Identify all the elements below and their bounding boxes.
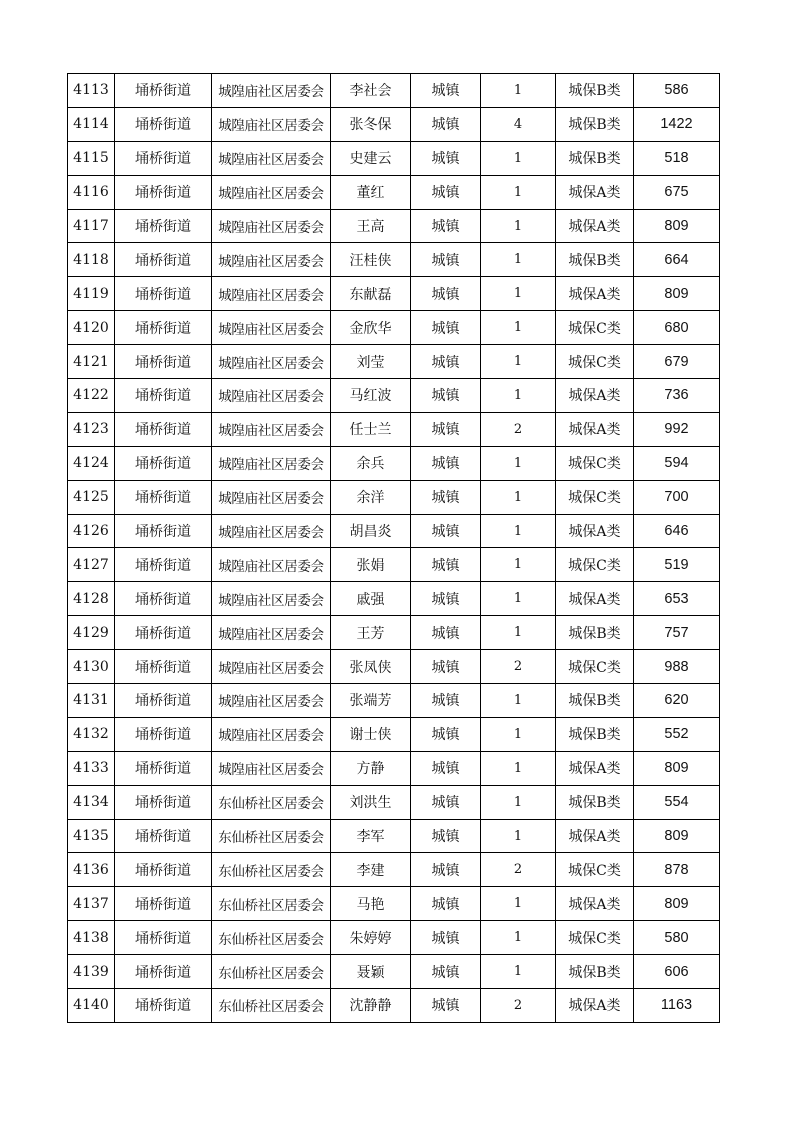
- cell-street: 埇桥街道: [115, 141, 212, 175]
- cell-street: 埇桥街道: [115, 819, 212, 853]
- table-row: [68, 379, 720, 413]
- cell-member-count: 1: [481, 819, 556, 853]
- table-row: [68, 887, 720, 921]
- cell-community: 东仙桥社区居委会: [212, 887, 331, 921]
- cell-community: 城隍庙社区居委会: [212, 582, 331, 616]
- cell-id: 4130: [68, 650, 115, 684]
- cell-name: 胡昌炎: [331, 514, 411, 548]
- cell-member-count: 2: [481, 853, 556, 887]
- cell-id: 4134: [68, 785, 115, 819]
- cell-community: 城隍庙社区居委会: [212, 548, 331, 582]
- table-row: [68, 751, 720, 785]
- cell-category: 城保C类: [556, 311, 634, 345]
- table-row: [68, 514, 720, 548]
- cell-community: 东仙桥社区居委会: [212, 785, 331, 819]
- cell-name: 沈静静: [331, 989, 411, 1023]
- cell-id: 4114: [68, 107, 115, 141]
- table-row: [68, 277, 720, 311]
- cell-community: 城隍庙社区居委会: [212, 514, 331, 548]
- cell-category: 城保A类: [556, 582, 634, 616]
- cell-amount: 518: [634, 141, 720, 175]
- cell-community: 城隍庙社区居委会: [212, 616, 331, 650]
- cell-member-count: 1: [481, 785, 556, 819]
- cell-street: 埇桥街道: [115, 379, 212, 413]
- cell-household-type: 城镇: [411, 887, 481, 921]
- table-row: [68, 684, 720, 718]
- cell-amount: 809: [634, 819, 720, 853]
- cell-street: 埇桥街道: [115, 243, 212, 277]
- cell-household-type: 城镇: [411, 684, 481, 718]
- cell-id: 4113: [68, 74, 115, 108]
- cell-id: 4121: [68, 345, 115, 379]
- cell-category: 城保C类: [556, 853, 634, 887]
- cell-member-count: 1: [481, 209, 556, 243]
- table-row: [68, 616, 720, 650]
- cell-community: 城隍庙社区居委会: [212, 446, 331, 480]
- cell-street: 埇桥街道: [115, 107, 212, 141]
- cell-community: 城隍庙社区居委会: [212, 480, 331, 514]
- cell-community: 城隍庙社区居委会: [212, 107, 331, 141]
- cell-household-type: 城镇: [411, 311, 481, 345]
- cell-community: 城隍庙社区居委会: [212, 141, 331, 175]
- cell-name: 刘莹: [331, 345, 411, 379]
- cell-category: 城保B类: [556, 717, 634, 751]
- cell-category: 城保C类: [556, 650, 634, 684]
- cell-amount: 1163: [634, 989, 720, 1023]
- cell-community: 城隍庙社区居委会: [212, 243, 331, 277]
- cell-name: 余洋: [331, 480, 411, 514]
- cell-id: 4129: [68, 616, 115, 650]
- cell-household-type: 城镇: [411, 175, 481, 209]
- cell-name: 余兵: [331, 446, 411, 480]
- cell-household-type: 城镇: [411, 209, 481, 243]
- cell-amount: 552: [634, 717, 720, 751]
- cell-name: 朱婷婷: [331, 921, 411, 955]
- cell-amount: 809: [634, 751, 720, 785]
- cell-id: 4137: [68, 887, 115, 921]
- cell-member-count: 1: [481, 243, 556, 277]
- table-row: [68, 412, 720, 446]
- cell-id: 4132: [68, 717, 115, 751]
- cell-street: 埇桥街道: [115, 412, 212, 446]
- cell-name: 任士兰: [331, 412, 411, 446]
- cell-name: 董红: [331, 175, 411, 209]
- cell-member-count: 2: [481, 989, 556, 1023]
- cell-id: 4140: [68, 989, 115, 1023]
- cell-amount: 519: [634, 548, 720, 582]
- cell-name: 汪桂侠: [331, 243, 411, 277]
- cell-street: 埇桥街道: [115, 616, 212, 650]
- cell-name: 刘洪生: [331, 785, 411, 819]
- cell-street: 埇桥街道: [115, 921, 212, 955]
- cell-category: 城保B类: [556, 785, 634, 819]
- cell-amount: 878: [634, 853, 720, 887]
- cell-name: 张凤侠: [331, 650, 411, 684]
- cell-community: 城隍庙社区居委会: [212, 209, 331, 243]
- cell-amount: 594: [634, 446, 720, 480]
- cell-member-count: 1: [481, 616, 556, 650]
- table-row: [68, 548, 720, 582]
- cell-id: 4125: [68, 480, 115, 514]
- cell-amount: 809: [634, 209, 720, 243]
- cell-member-count: 1: [481, 548, 556, 582]
- cell-street: 埇桥街道: [115, 277, 212, 311]
- cell-member-count: 2: [481, 412, 556, 446]
- cell-community: 城隍庙社区居委会: [212, 412, 331, 446]
- cell-id: 4138: [68, 921, 115, 955]
- cell-community: 东仙桥社区居委会: [212, 989, 331, 1023]
- cell-street: 埇桥街道: [115, 785, 212, 819]
- cell-community: 东仙桥社区居委会: [212, 921, 331, 955]
- cell-name: 马艳: [331, 887, 411, 921]
- cell-id: 4116: [68, 175, 115, 209]
- cell-category: 城保B类: [556, 107, 634, 141]
- cell-name: 李军: [331, 819, 411, 853]
- cell-amount: 580: [634, 921, 720, 955]
- cell-household-type: 城镇: [411, 548, 481, 582]
- cell-category: 城保B类: [556, 243, 634, 277]
- cell-name: 张娟: [331, 548, 411, 582]
- cell-amount: 809: [634, 887, 720, 921]
- cell-amount: 988: [634, 650, 720, 684]
- cell-amount: 664: [634, 243, 720, 277]
- table-row: [68, 853, 720, 887]
- cell-id: 4126: [68, 514, 115, 548]
- cell-community: 城隍庙社区居委会: [212, 650, 331, 684]
- cell-category: 城保C类: [556, 548, 634, 582]
- cell-member-count: 4: [481, 107, 556, 141]
- cell-amount: 554: [634, 785, 720, 819]
- cell-household-type: 城镇: [411, 785, 481, 819]
- cell-category: 城保A类: [556, 277, 634, 311]
- cell-member-count: 1: [481, 887, 556, 921]
- cell-category: 城保A类: [556, 209, 634, 243]
- cell-member-count: 1: [481, 582, 556, 616]
- cell-community: 东仙桥社区居委会: [212, 853, 331, 887]
- cell-community: 城隍庙社区居委会: [212, 311, 331, 345]
- cell-household-type: 城镇: [411, 717, 481, 751]
- cell-member-count: 1: [481, 379, 556, 413]
- cell-id: 4119: [68, 277, 115, 311]
- cell-name: 张冬保: [331, 107, 411, 141]
- cell-household-type: 城镇: [411, 751, 481, 785]
- cell-street: 埇桥街道: [115, 175, 212, 209]
- cell-community: 东仙桥社区居委会: [212, 819, 331, 853]
- cell-member-count: 1: [481, 345, 556, 379]
- cell-household-type: 城镇: [411, 616, 481, 650]
- cell-household-type: 城镇: [411, 650, 481, 684]
- cell-category: 城保B类: [556, 74, 634, 108]
- cell-amount: 646: [634, 514, 720, 548]
- cell-category: 城保B类: [556, 684, 634, 718]
- cell-amount: 700: [634, 480, 720, 514]
- cell-category: 城保C类: [556, 480, 634, 514]
- cell-member-count: 1: [481, 74, 556, 108]
- cell-category: 城保B类: [556, 141, 634, 175]
- cell-member-count: 1: [481, 446, 556, 480]
- cell-street: 埇桥街道: [115, 751, 212, 785]
- cell-household-type: 城镇: [411, 107, 481, 141]
- cell-id: 4133: [68, 751, 115, 785]
- cell-amount: 809: [634, 277, 720, 311]
- table-row: [68, 446, 720, 480]
- table-body: [68, 74, 720, 1023]
- cell-category: 城保A类: [556, 412, 634, 446]
- cell-name: 张端芳: [331, 684, 411, 718]
- cell-street: 埇桥街道: [115, 74, 212, 108]
- cell-community: 城隍庙社区居委会: [212, 751, 331, 785]
- cell-member-count: 1: [481, 684, 556, 718]
- cell-household-type: 城镇: [411, 141, 481, 175]
- cell-id: 4124: [68, 446, 115, 480]
- table-row: [68, 650, 720, 684]
- cell-street: 埇桥街道: [115, 345, 212, 379]
- cell-household-type: 城镇: [411, 379, 481, 413]
- cell-household-type: 城镇: [411, 74, 481, 108]
- cell-member-count: 1: [481, 480, 556, 514]
- cell-id: 4115: [68, 141, 115, 175]
- table-row: [68, 717, 720, 751]
- cell-member-count: 1: [481, 717, 556, 751]
- cell-name: 马红波: [331, 379, 411, 413]
- cell-category: 城保A类: [556, 514, 634, 548]
- cell-name: 王高: [331, 209, 411, 243]
- cell-category: 城保B类: [556, 616, 634, 650]
- cell-household-type: 城镇: [411, 277, 481, 311]
- cell-category: 城保C类: [556, 446, 634, 480]
- cell-community: 城隍庙社区居委会: [212, 175, 331, 209]
- cell-amount: 736: [634, 379, 720, 413]
- cell-street: 埇桥街道: [115, 989, 212, 1023]
- cell-community: 城隍庙社区居委会: [212, 684, 331, 718]
- cell-household-type: 城镇: [411, 514, 481, 548]
- cell-id: 4127: [68, 548, 115, 582]
- cell-id: 4122: [68, 379, 115, 413]
- table-row: [68, 141, 720, 175]
- table-row: [68, 819, 720, 853]
- cell-name: 史建云: [331, 141, 411, 175]
- cell-street: 埇桥街道: [115, 684, 212, 718]
- table-row: [68, 582, 720, 616]
- cell-name: 李社会: [331, 74, 411, 108]
- cell-category: 城保B类: [556, 955, 634, 989]
- cell-category: 城保A类: [556, 175, 634, 209]
- cell-amount: 679: [634, 345, 720, 379]
- cell-member-count: 1: [481, 141, 556, 175]
- cell-community: 城隍庙社区居委会: [212, 379, 331, 413]
- cell-street: 埇桥街道: [115, 955, 212, 989]
- cell-id: 4117: [68, 209, 115, 243]
- cell-member-count: 1: [481, 921, 556, 955]
- cell-household-type: 城镇: [411, 412, 481, 446]
- table-row: [68, 480, 720, 514]
- cell-category: 城保A类: [556, 379, 634, 413]
- table-row: [68, 209, 720, 243]
- cell-member-count: 1: [481, 514, 556, 548]
- cell-amount: 653: [634, 582, 720, 616]
- cell-category: 城保A类: [556, 819, 634, 853]
- cell-member-count: 1: [481, 175, 556, 209]
- table-row: [68, 921, 720, 955]
- cell-category: 城保C类: [556, 921, 634, 955]
- cell-id: 4139: [68, 955, 115, 989]
- cell-id: 4136: [68, 853, 115, 887]
- cell-category: 城保C类: [556, 345, 634, 379]
- cell-street: 埇桥街道: [115, 887, 212, 921]
- cell-name: 聂颖: [331, 955, 411, 989]
- table-row: [68, 345, 720, 379]
- cell-member-count: 1: [481, 277, 556, 311]
- table-row: [68, 175, 720, 209]
- cell-street: 埇桥街道: [115, 311, 212, 345]
- table-row: [68, 955, 720, 989]
- cell-category: 城保A类: [556, 751, 634, 785]
- cell-street: 埇桥街道: [115, 717, 212, 751]
- cell-id: 4131: [68, 684, 115, 718]
- cell-household-type: 城镇: [411, 480, 481, 514]
- cell-street: 埇桥街道: [115, 209, 212, 243]
- cell-name: 王芳: [331, 616, 411, 650]
- cell-id: 4135: [68, 819, 115, 853]
- cell-amount: 1422: [634, 107, 720, 141]
- cell-household-type: 城镇: [411, 853, 481, 887]
- cell-name: 东献磊: [331, 277, 411, 311]
- cell-amount: 757: [634, 616, 720, 650]
- cell-household-type: 城镇: [411, 921, 481, 955]
- cell-amount: 992: [634, 412, 720, 446]
- cell-amount: 620: [634, 684, 720, 718]
- cell-household-type: 城镇: [411, 819, 481, 853]
- assistance-table: [67, 73, 720, 1023]
- cell-category: 城保A类: [556, 887, 634, 921]
- cell-amount: 606: [634, 955, 720, 989]
- cell-street: 埇桥街道: [115, 514, 212, 548]
- cell-street: 埇桥街道: [115, 650, 212, 684]
- table-row: [68, 243, 720, 277]
- cell-street: 埇桥街道: [115, 853, 212, 887]
- cell-household-type: 城镇: [411, 446, 481, 480]
- table-row: [68, 107, 720, 141]
- cell-amount: 675: [634, 175, 720, 209]
- cell-id: 4128: [68, 582, 115, 616]
- cell-amount: 680: [634, 311, 720, 345]
- cell-street: 埇桥街道: [115, 548, 212, 582]
- cell-household-type: 城镇: [411, 243, 481, 277]
- cell-street: 埇桥街道: [115, 582, 212, 616]
- cell-household-type: 城镇: [411, 989, 481, 1023]
- cell-street: 埇桥街道: [115, 480, 212, 514]
- cell-name: 方静: [331, 751, 411, 785]
- cell-community: 城隍庙社区居委会: [212, 277, 331, 311]
- cell-name: 谢士侠: [331, 717, 411, 751]
- cell-name: 金欣华: [331, 311, 411, 345]
- cell-name: 李建: [331, 853, 411, 887]
- cell-community: 东仙桥社区居委会: [212, 955, 331, 989]
- cell-community: 城隍庙社区居委会: [212, 717, 331, 751]
- cell-member-count: 1: [481, 311, 556, 345]
- cell-household-type: 城镇: [411, 345, 481, 379]
- cell-id: 4118: [68, 243, 115, 277]
- table-row: [68, 785, 720, 819]
- table-row: [68, 311, 720, 345]
- cell-member-count: 1: [481, 751, 556, 785]
- cell-street: 埇桥街道: [115, 446, 212, 480]
- cell-category: 城保A类: [556, 989, 634, 1023]
- cell-member-count: 2: [481, 650, 556, 684]
- table-row: [68, 74, 720, 108]
- cell-member-count: 1: [481, 955, 556, 989]
- cell-id: 4123: [68, 412, 115, 446]
- cell-household-type: 城镇: [411, 582, 481, 616]
- cell-amount: 586: [634, 74, 720, 108]
- cell-household-type: 城镇: [411, 955, 481, 989]
- cell-id: 4120: [68, 311, 115, 345]
- cell-name: 戚强: [331, 582, 411, 616]
- table-row: [68, 989, 720, 1023]
- cell-community: 城隍庙社区居委会: [212, 345, 331, 379]
- cell-community: 城隍庙社区居委会: [212, 74, 331, 108]
